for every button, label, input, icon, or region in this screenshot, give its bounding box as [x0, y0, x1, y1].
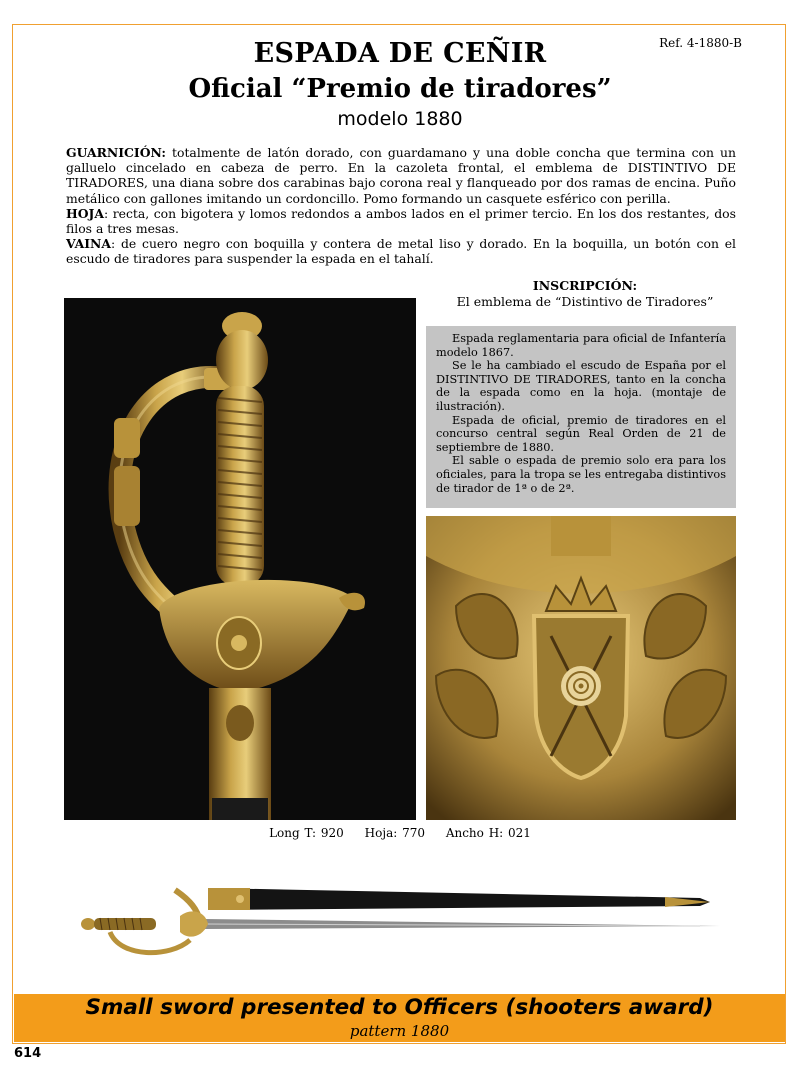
total-length: Long T: 920	[269, 826, 344, 840]
note-paragraph-1: Espada reglamentaria para oficial de Infantería modelo 1867.	[436, 332, 726, 359]
english-banner	[14, 994, 785, 1042]
note-paragraph-4: El sable o espada de premio solo era para los oficiales, para la tropa se les entregaba distintivos de tirador de 1ª o de 2ª.	[436, 454, 726, 495]
emblem-closeup-photo	[426, 516, 736, 820]
hilt-photo	[64, 298, 416, 820]
hoja-text: : recta, con bigotera y lomos redondos a ambos lados en el primer tercio. En los dos restantes, dos filos a tres mesas.	[66, 205, 736, 237]
hoja-paragraph	[66, 206, 736, 236]
vaina-paragraph	[66, 236, 736, 266]
note-paragraph-3: Espada de oficial, premio de tiradores en el concurso central según Real Orden de 21 de septiembre de 1880.	[436, 413, 726, 454]
model-year: modelo 1880	[337, 108, 463, 130]
page-title: ESPADA DE CEÑIR	[253, 38, 547, 69]
inscription-text: El emblema de “Distintivo de Tiradores”	[456, 294, 714, 309]
reference-number: Ref. 4-1880-B	[659, 36, 742, 50]
page-subtitle: Oficial “Premio de tiradores”	[188, 74, 612, 104]
blade-length: Hoja: 770	[364, 826, 425, 840]
note-paragraph-2: Se le ha cambiado el escudo de España por el DISTINTIVO DE TIRADORES, tanto en la concha de la espada como en la hoja. (montaje de ilustración).	[436, 359, 726, 413]
hoja-label: HOJA	[66, 205, 104, 221]
page-number: 614	[14, 1046, 42, 1061]
description	[66, 145, 736, 267]
inscription-heading: INSCRIPCIÓN:	[532, 278, 638, 293]
guarnicion-text: totalmente de latón dorado, con guardamano y una doble concha que termina con un galluelo cincelado en cabeza de perro. En la cazoleta frontal, el emblema de DISTINTIVO DE TIRADORES, una diana sobre dos carabinas bajo corona real y flanqueado por dos ramas de encina. Puño metálico con gallones imitando un cordoncillo. Pomo formando un casquete esférico con perilla.	[66, 145, 736, 206]
english-subtitle: pattern 1880	[349, 1022, 450, 1040]
historical-note	[426, 326, 736, 508]
guarnicion-paragraph	[66, 145, 736, 206]
english-title: Small sword presented to Officers (shooters award)	[85, 995, 714, 1020]
vaina-text: : de cuero negro con boquilla y contera de metal liso y dorado. En la boquilla, un botón con el escudo de tiradores para suspender la espada en el tahalí.	[66, 236, 736, 267]
full-sword-photo	[80, 880, 720, 960]
dimensions	[0, 826, 800, 840]
blade-width: Ancho H: 021	[445, 826, 531, 840]
guarnicion-label: GUARNICIÓN:	[66, 145, 166, 160]
vaina-label: VAINA	[66, 236, 112, 252]
